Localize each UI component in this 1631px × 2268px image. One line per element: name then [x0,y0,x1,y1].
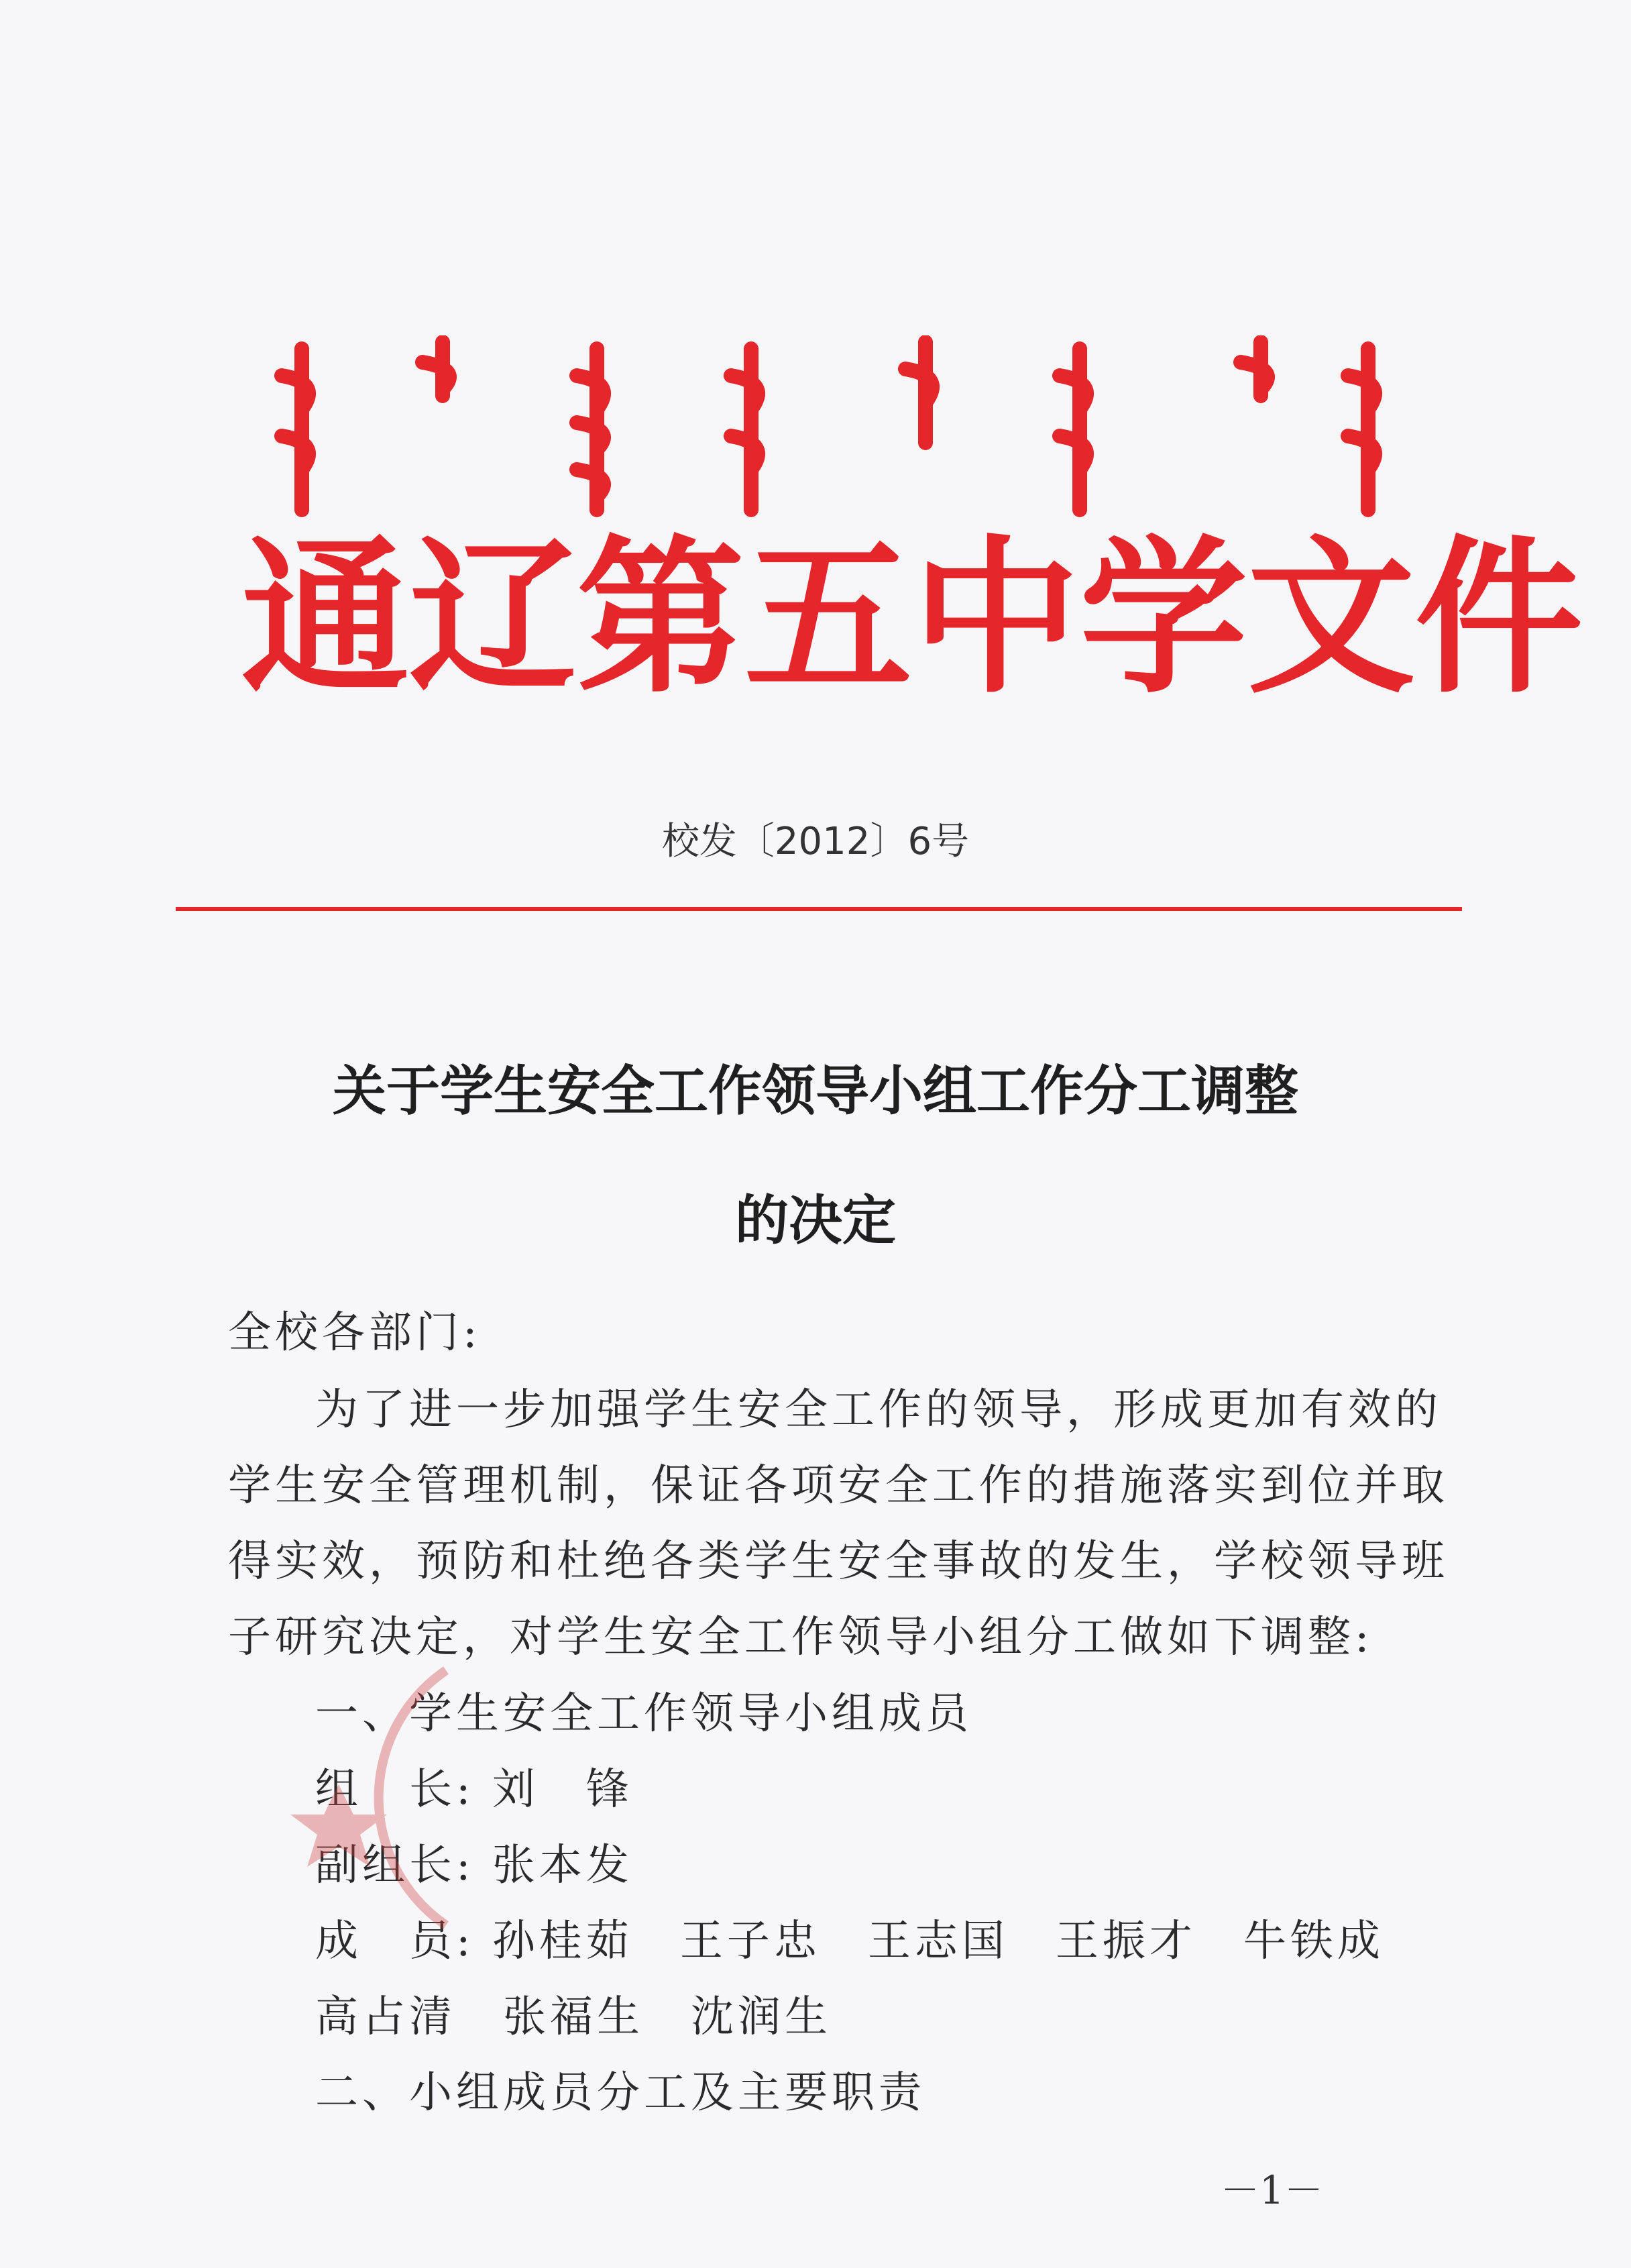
document-number: 校发〔2012〕6号 [661,820,970,863]
members-line: 高占清 张福生 沈润生 [315,1992,832,2042]
salutation: 全校各部门: [228,1308,482,1358]
leader-line: 组 长: 刘 锋 [315,1765,633,1815]
section-heading-1: 一、学生安全工作领导小组成员 [315,1689,972,1739]
mongolian-script-header [241,335,1422,523]
paragraph-line: 得实效，预防和杜绝各类学生安全事故的发生，学校领导班 [228,1537,1449,1586]
page-number: －1－ [1221,2167,1323,2213]
members-line: 成 员: 孙桂茹 王子忠 王志国 王振才 牛铁成 [315,1916,1384,1966]
document-heading-line-1: 关于学生安全工作领导小组工作分工调整 [333,1060,1298,1122]
paragraph-line: 子研究决定，对学生安全工作领导小组分工做如下调整: [228,1613,1373,1662]
section-heading-2: 二、小组成员分工及主要职责 [315,2068,925,2118]
document-masthead-title: 通辽第五中学文件 [241,519,1583,716]
official-seal-ghost [245,1643,466,1952]
document-heading-line-2: 的决定 [735,1189,896,1252]
paragraph-line: 为了进一步加强学生安全工作的领导，形成更加有效的 [315,1385,1442,1435]
vice-leader-line: 副组长: 张本发 [315,1841,633,1890]
red-divider-rule [176,907,1462,911]
paragraph-line: 学生安全管理机制，保证各项安全工作的措施落实到位并取 [228,1461,1449,1511]
